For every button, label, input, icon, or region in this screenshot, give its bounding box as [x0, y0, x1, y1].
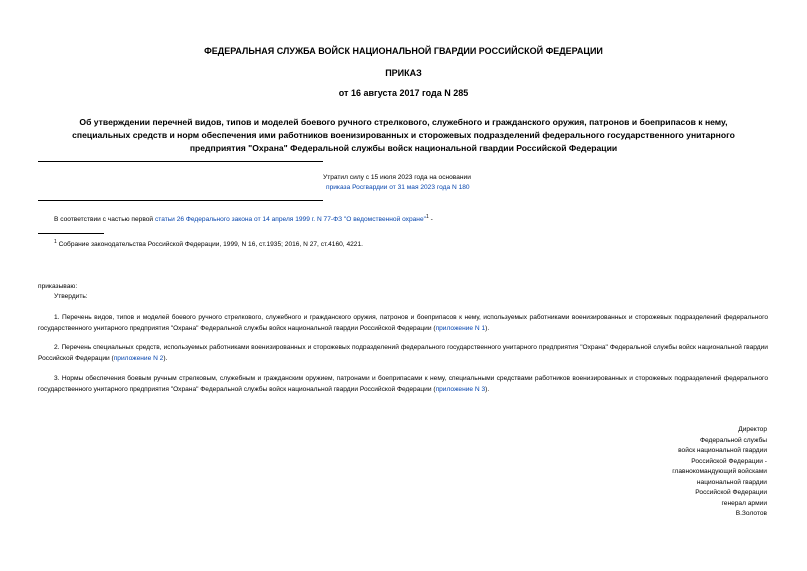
footnote-number: 1	[54, 239, 57, 245]
basis-paragraph	[54, 212, 433, 225]
item-end: ).	[485, 324, 490, 332]
divider-line	[38, 161, 323, 162]
signature-line: национальной гвардии	[696, 478, 767, 486]
document-title: Об утверждении перечней видов, типов и моделей боевого ручного стрелкового, служебного и гражданского оружия, патронов и боеприпасов к нему, специальных средств и норм обеспечения ими работников военизированных и сторожевых подразделений федерального государственного унитарного предприятия "Охрана" Федеральной службы войск национальной гвардии Российской Федерации	[72, 117, 735, 153]
repeal-order-link[interactable]: приказа Росгвардии от 31 мая 2023 года N 180	[326, 184, 470, 191]
agency-heading: ФЕДЕРАЛЬНАЯ СЛУЖБА ВОЙСК НАЦИОНАЛЬНОЙ ГВАРДИИ РОССИЙСКОЙ ФЕДЕРАЦИИ	[204, 46, 603, 56]
divider-line	[38, 200, 323, 201]
item-text: 3. Нормы обеспечения боевым ручным стрелковым, служебным и гражданским оружием, патронами и боеприпасами к нему, специальными средствами работников военизированных и сторожевых подразделений федерального государственного унитарного предприятия "Охрана" Федеральной службы войск национальной гвардии Российской Федерации (	[38, 375, 768, 393]
appendix-3-link[interactable]: приложение N 3	[435, 385, 486, 393]
list-item	[38, 313, 768, 334]
signature-line: Федеральной службы	[699, 436, 767, 444]
order-word: приказываю:	[38, 283, 78, 290]
footnote-mark: 1	[425, 214, 429, 220]
item-end: ).	[485, 385, 490, 393]
document-type: ПРИКАЗ	[385, 68, 422, 78]
approve-word: Утвердить:	[54, 293, 88, 300]
item-text: 2. Перечень специальных средств, используемых работниками военизированных и сторожевых подразделений федерального государственного унитарного предприятия "Охрана" Федеральной службы войск национальной гвардии Российской Федерации (	[38, 344, 768, 362]
signature-line: Российской Федерации	[695, 489, 767, 496]
basis-prefix: В соответствии с частью первой	[54, 216, 154, 224]
list-item	[38, 374, 768, 395]
item-text: 1. Перечень видов, типов и моделей боевого ручного стрелкового, служебного и гражданского оружия, патронов и боеприпасов к нему, используемых работниками военизированных и сторожевых подразделений федерального государственного унитарного предприятия "Охрана" Федеральной службы войск национальной гвардии Российской Федерации (	[38, 314, 768, 332]
signature-line: Российской Федерации -	[691, 457, 767, 465]
footnote-text: Собрание законодательства Российской Федерации, 1999, N 16, ст.1935; 2016, N 27, ст.4160, 4221.	[58, 241, 363, 249]
signature-block	[567, 425, 767, 520]
appendix-2-link[interactable]: приложение N 2	[113, 354, 164, 362]
footnote	[54, 237, 363, 250]
status-text: Утратил силу с 15 июля 2023 года на основании	[323, 174, 471, 181]
federal-law-link[interactable]: статьи 26 Федерального закона от 14 апреля 1999 г. N 77-ФЗ "О ведомственной охране"	[154, 216, 426, 224]
signature-line: главнокомандующий войсками	[672, 468, 767, 475]
signature-line: Директор	[738, 426, 767, 433]
signature-line: генерал армии	[721, 499, 767, 507]
signature-line: войск национальной гвардии	[678, 447, 767, 454]
appendix-1-link[interactable]: приложение N 1	[435, 324, 486, 332]
document-date-number: от 16 августа 2017 года N 285	[338, 88, 469, 98]
signature-line: В.Золотов	[735, 510, 767, 517]
list-item	[38, 343, 768, 364]
item-end: ).	[163, 354, 168, 362]
basis-suffix: -	[428, 216, 433, 224]
footnote-divider	[38, 233, 104, 234]
